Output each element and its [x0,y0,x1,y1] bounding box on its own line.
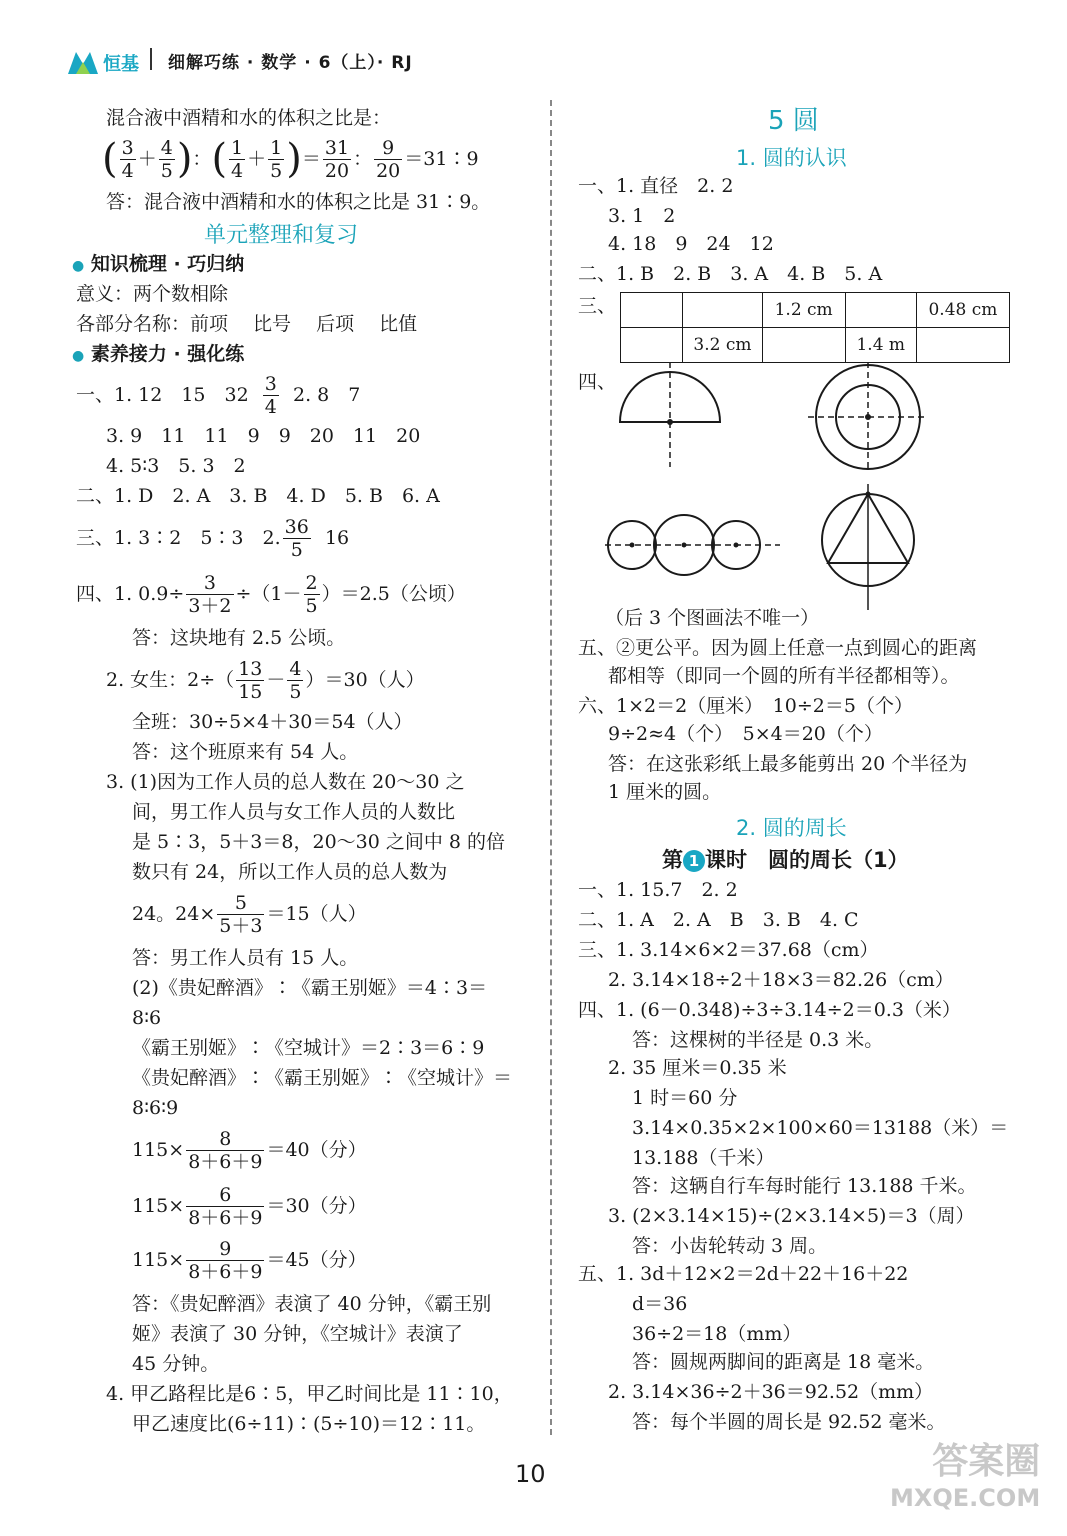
q4-3-l1: 3. (1)因为工作人员的总人数在 20～30 之 [106,771,465,793]
q4-2-all: 全班：30÷5×4＋30＝54（人） [132,711,413,733]
bullet-icon: ● [72,348,85,364]
s-line-19: 答：每个半圆的周长是 92.52 毫米。 [632,1411,946,1433]
table-cell [683,293,762,328]
q2-line: 二、1. D 2. A 3. B 4. D 5. B 6. A [76,485,440,507]
q4-3-answer-2-l3: 45 分钟。 [132,1353,220,1375]
table-cell [621,328,683,363]
q1-line-3: 3. 9 11 11 9 9 20 11 20 [106,425,421,447]
s-line-11: 答：这辆自行车每时能行 13.188 千米。 [632,1175,977,1197]
s-line-5: 四、1. (6－0.348)÷3÷3.14÷2＝0.3（米） [578,999,961,1021]
s-line-10: 13.188（千米） [632,1147,775,1169]
table-cell: 1.2 cm [762,293,845,328]
table-cell [845,293,916,328]
header-separator [150,48,152,70]
s-line-3: 三、1. 3.14×6×2＝37.68（cm） [578,939,879,961]
s-line-2: 二、1. A 2. A B 3. B 4. C [578,909,859,931]
q4-3-l2: 间，男工作人员与女工作人员的人数比 [132,801,456,823]
section-1-title: 1. 圆的认识 [736,146,847,170]
s-line-1: 一、1. 15.7 2. 2 [578,879,738,901]
knowledge-title: ● 知识梳理 · 巧归纳 [72,253,245,275]
q4-2-answer: 答：这个班原来有 54 人。 [132,741,359,763]
s-line-12: 3. (2×3.14×15)÷(2×3.14×5)＝3（周） [608,1205,975,1227]
q4-3-2-l5: 8∶6∶9 [132,1097,179,1119]
s-line-16: 36÷2＝18（mm） [632,1323,802,1345]
r7-l1: 五、②更公平。因为圆上任意一点到圆心的距离 [578,637,978,659]
s-line-9: 3.14×0.35×2×100×60＝13188（米）＝ [632,1117,1009,1139]
circle-figures [600,362,1000,612]
s-line-15: d＝36 [632,1293,688,1315]
r-figures-label: 四、 [578,371,617,393]
s-line-18: 2. 3.14×36÷2＋36＝92.52（mm） [608,1381,934,1403]
table-cell: 3.2 cm [683,328,762,363]
parts-line: 各部分名称：前项 比号 后项 比值 [76,313,418,335]
meaning-line: 意义：两个数相除 [76,283,229,305]
logo-icon [66,48,100,76]
s-line-6: 答：这棵树的半径是 0.3 米。 [632,1029,884,1051]
left-equation: ( $\frac{3}{4}$ ＋ $\frac{4}{5}$ ) ： ( $\frac{1}{4}$ ＋ $\frac{1}{5}$ ) ＝ $\frac{31}{20}$ ： $\frac{9}{20}$ ＝31∶9 [102,136,479,182]
figures-note: （后 3 个图画法不唯一） [605,607,820,629]
q4-3-2-l2: 8∶6 [132,1007,162,1029]
table-cell [762,328,845,363]
s-line-7: 2. 35 厘米＝0.35 米 [608,1057,787,1079]
q4-3-l3: 是 5∶3，5＋3＝8，20～30 之间中 8 的倍 [132,831,506,853]
table-cell: 0.48 cm [916,293,1009,328]
q4-2-line: 2. 女生：2÷（ $\frac{13}{15}$ － $\frac{4}{5}$ ）＝30（人） [106,657,425,703]
practice-title: ● 素养接力 · 强化练 [72,343,245,365]
q4-1-answer: 答：这块地有 2.5 公顷。 [132,627,346,649]
q4-3-2-l4: 《贵妃醉酒》∶《霸王别姬》∶《空城计》＝ [132,1067,513,1089]
section-review-title: 单元整理和复习 [204,223,359,248]
q3-line: 三、1. 3∶2 5∶3 2. $\frac{36}{5}$ 16 [76,515,350,561]
s-line-8: 1 时＝60 分 [632,1087,738,1109]
r8-l3: 答：在这张彩纸上最多能剪出 20 个半径为 [608,753,968,775]
calc-line-1: 115× $\frac{8}{8+6+9}$ ＝40（分） [132,1127,367,1173]
table-cell [916,328,1009,363]
r8-l1: 六、1×2＝2（厘米） 10÷2＝5（个） [578,695,913,717]
header-title: 细解巧练 · 数学 · 6（上）· RJ [168,53,413,73]
r-line-4: 二、1. B 2. B 3. A 4. B 5. A [578,263,883,285]
watermark [890,1440,1040,1512]
calc-line-3: 115× $\frac{9}{8+6+9}$ ＝45（分） [132,1237,367,1283]
chapter-title: 5 圆 [768,106,819,136]
bullet-icon: ● [72,258,85,274]
table-cell [621,293,683,328]
lesson-number-badge: 1 [683,850,705,872]
q4-3-answer-2-l2: 姬》表演了 30 分钟，《空城计》表演了 [132,1323,463,1345]
r8-l2: 9÷2≈4（个） 5×4＝20（个） [608,723,883,745]
left-line-1: 混合液中酒精和水的体积之比是： [106,107,392,129]
r-line-3: 4. 18 9 24 12 [608,233,774,255]
q4-4-l2: 甲乙速度比(6÷11)∶(5÷10)＝12∶11。 [132,1413,486,1435]
r-line-1: 一、1. 直径 2. 2 [578,175,734,197]
s-line-17: 答：圆规两脚间的距离是 18 毫米。 [632,1351,935,1373]
column-divider [550,100,552,1435]
q4-4-l1: 4. 甲乙路程比是6∶5，甲乙时间比是 11∶10， [106,1383,513,1405]
left-answer-ratio: 答：混合液中酒精和水的体积之比是 31∶9。 [106,191,491,213]
s-line-4: 2. 3.14×18÷2＋18×3＝82.26（cm） [608,969,954,991]
q1-line-4: 4. 5∶3 5. 3 2 [106,455,246,477]
logo-text: 恒基 [103,54,139,75]
watermark-line-1: 答案圈 [932,1441,1041,1482]
calc-line-2: 115× $\frac{6}{8+6+9}$ ＝30（分） [132,1183,367,1229]
q4-3-answer-1: 答：男工作人员有 15 人。 [132,947,359,969]
s-line-14: 五、1. 3d＋12×2＝2d＋22＋16＋22 [578,1263,909,1285]
header-logo [66,48,100,80]
r-line-2: 3. 1 2 [608,205,676,227]
r-table-label: 三、 [578,295,617,317]
lesson-title: 第 1 课时 圆的周长（1） [662,848,909,872]
q4-3-2-l3: 《霸王别姬》∶《空城计》＝2∶3＝6∶9 [132,1037,485,1059]
q4-3-l5: 24。24× $\frac{5}{5+3}$ ＝15（人） [132,891,367,937]
r7-l2: 都相等（即同一个圆的所有半径都相等）。 [608,665,960,687]
table-cell: 1.4 m [845,328,916,363]
section-2-title: 2. 圆的周长 [736,816,847,840]
q1-line-1: 一、1. 12 15 32 $\frac{3}{4}$ 2. 8 7 [76,372,361,418]
watermark-line-2: MXQE.COM [890,1484,1041,1512]
q4-3-answer-2-l1: 答：《贵妃醉酒》表演了 40 分钟，《霸王别 [132,1293,492,1315]
r8-l4: 1 厘米的圆。 [608,781,722,803]
s-line-13: 答：小齿轮转动 3 周。 [632,1235,828,1257]
q4-3-2-l1: (2)《贵妃醉酒》∶《霸王别姬》＝4∶3＝ [132,977,488,999]
page-number: 10 [515,1460,546,1488]
q4-1-line: 四、1. 0.9÷ $\frac{3}{3+2}$ ÷（1－ $\frac{2}{5}$ ）＝2.5（公顷） [76,571,466,617]
q4-3-l4: 数只有 24，所以工作人员的总人数为 [132,861,448,883]
radius-diameter-table [620,292,1010,363]
